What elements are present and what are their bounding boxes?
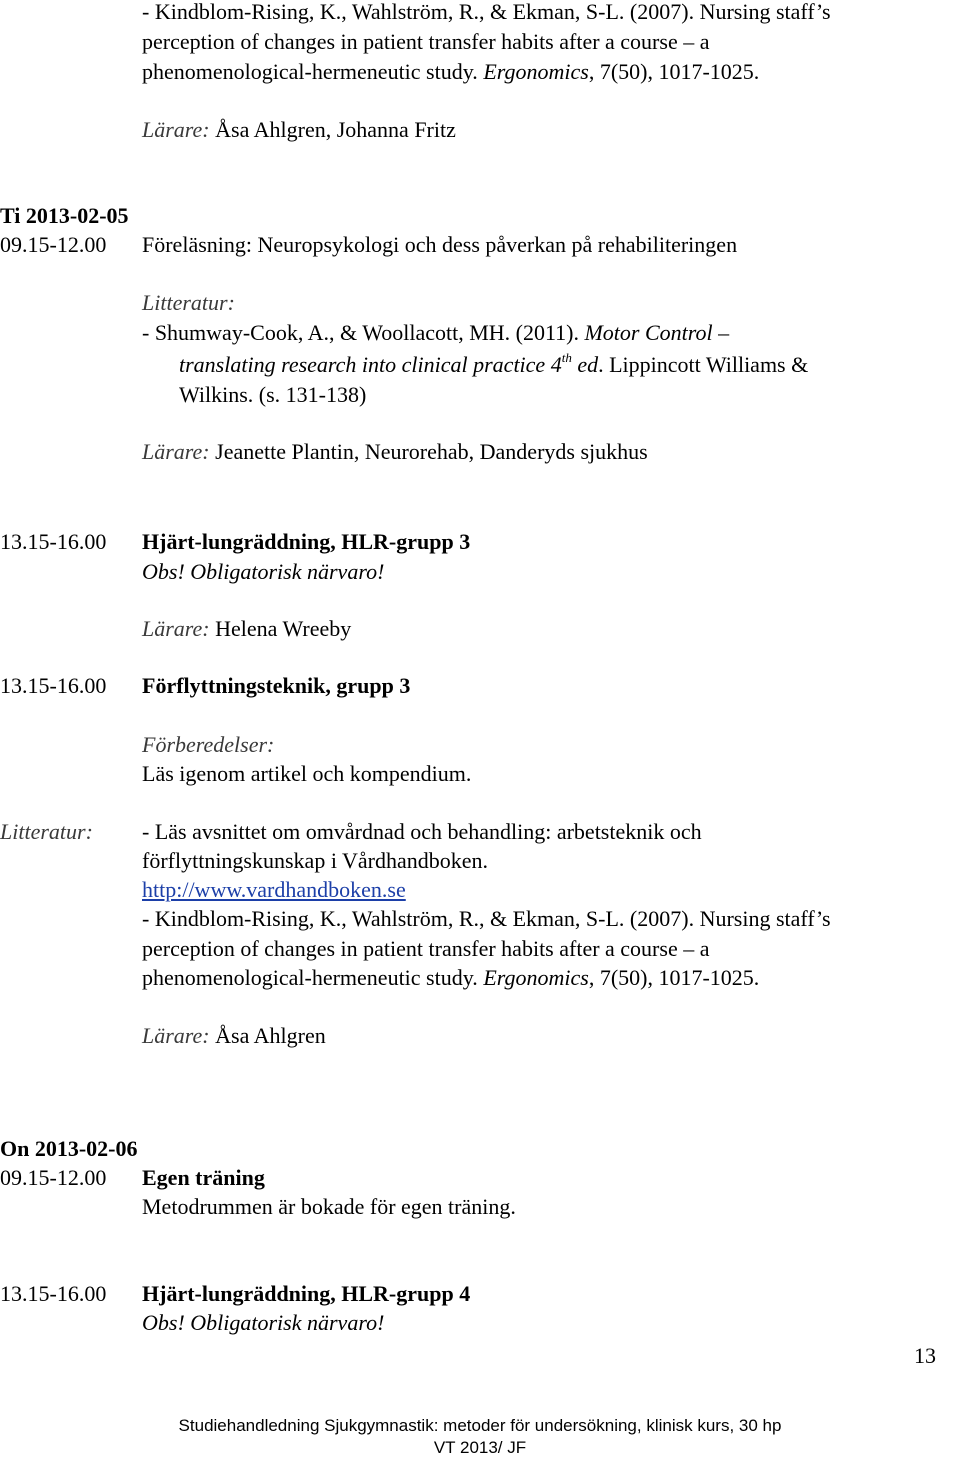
- session-time: 13.15-16.00: [0, 673, 107, 698]
- teacher-line: [142, 115, 456, 145]
- reference-line: - Shumway-Cook, A., & Woollacott, MH. (2011). Motor Control –: [142, 320, 730, 345]
- preparation-text: Läs igenom artikel och kompendium.: [142, 761, 472, 786]
- reference-line: - Kindblom-Rising, K., Wahlström, R., & Ekman, S-L. (2007). Nursing staff’s: [142, 906, 831, 931]
- teacher-label: Lärare:: [142, 117, 210, 142]
- day-heading: On 2013-02-06: [0, 1136, 138, 1161]
- reference-line: phenomenological-hermeneutic study. Ergonomics, 7(50), 1017-1025.: [142, 965, 760, 990]
- literature-line: förflyttningskunskap i Vårdhandboken.: [142, 848, 489, 873]
- page-number: 13: [914, 1343, 936, 1368]
- reference-line: Wilkins. (s. 131-138): [179, 382, 367, 407]
- teacher-label: Lärare:: [142, 439, 210, 464]
- literature-label: Litteratur:: [142, 290, 235, 315]
- preparation-label: Förberedelser:: [142, 732, 275, 757]
- teacher-names: Jeanette Plantin, Neurorehab, Danderyds sjukhus: [215, 439, 648, 464]
- session-time: 13.15-16.00: [0, 1281, 107, 1306]
- teacher-names: Åsa Ahlgren, Johanna Fritz: [215, 117, 456, 142]
- teacher-names: Åsa Ahlgren: [215, 1023, 326, 1048]
- session-title: Förflyttningsteknik, grupp 3: [142, 673, 411, 698]
- reference-line: phenomenological-hermeneutic study. Ergonomics, 7(50), 1017-1025.: [142, 59, 760, 84]
- literature-line: - Läs avsnittet om omvårdnad och behandling: arbetsteknik och: [142, 819, 702, 844]
- session-title: Hjärt-lungräddning, HLR-grupp 4: [142, 1281, 471, 1306]
- teacher-line: [142, 437, 648, 467]
- teacher-label: Lärare:: [142, 616, 210, 641]
- teacher-names: Helena Wreeby: [215, 616, 352, 641]
- teacher-label: Lärare:: [142, 1023, 210, 1048]
- teacher-line: [142, 1021, 326, 1051]
- session-time: 09.15-12.00: [0, 1165, 107, 1190]
- journal-name: Ergonomics: [483, 59, 589, 84]
- session-time: 09.15-12.00: [0, 232, 107, 257]
- session-title: Egen träning: [142, 1165, 265, 1190]
- reference-line: perception of changes in patient transfer habits after a course – a: [142, 936, 710, 961]
- session-text: Metodrummen är bokade för egen träning.: [142, 1194, 516, 1219]
- session-time: 13.15-16.00: [0, 529, 107, 554]
- attendance-note: Obs! Obligatorisk närvaro!: [142, 1310, 385, 1335]
- reference-line: translating research into clinical practice 4th ed. Lippincott Williams &: [179, 349, 809, 377]
- attendance-note: Obs! Obligatorisk närvaro!: [142, 559, 385, 584]
- teacher-line: [142, 614, 351, 644]
- day-heading: Ti 2013-02-05: [0, 203, 129, 228]
- reference-line: - Kindblom-Rising, K., Wahlström, R., & Ekman, S-L. (2007). Nursing staff’s: [142, 0, 831, 24]
- journal-name: Ergonomics: [483, 965, 589, 990]
- vardhandboken-link[interactable]: http://www.vardhandboken.se: [142, 877, 406, 902]
- session-title: Hjärt-lungräddning, HLR-grupp 3: [142, 529, 471, 554]
- footer-line: VT 2013/ JF: [433, 1438, 527, 1457]
- reference-line: perception of changes in patient transfer habits after a course – a: [142, 29, 710, 54]
- session-title: Föreläsning: Neuropsykologi och dess påverkan på rehabiliteringen: [142, 232, 738, 257]
- footer-line: Studiehandledning Sjukgymnastik: metoder för undersökning, klinisk kurs, 30 hp: [178, 1416, 782, 1435]
- literature-label: Litteratur:: [0, 819, 93, 844]
